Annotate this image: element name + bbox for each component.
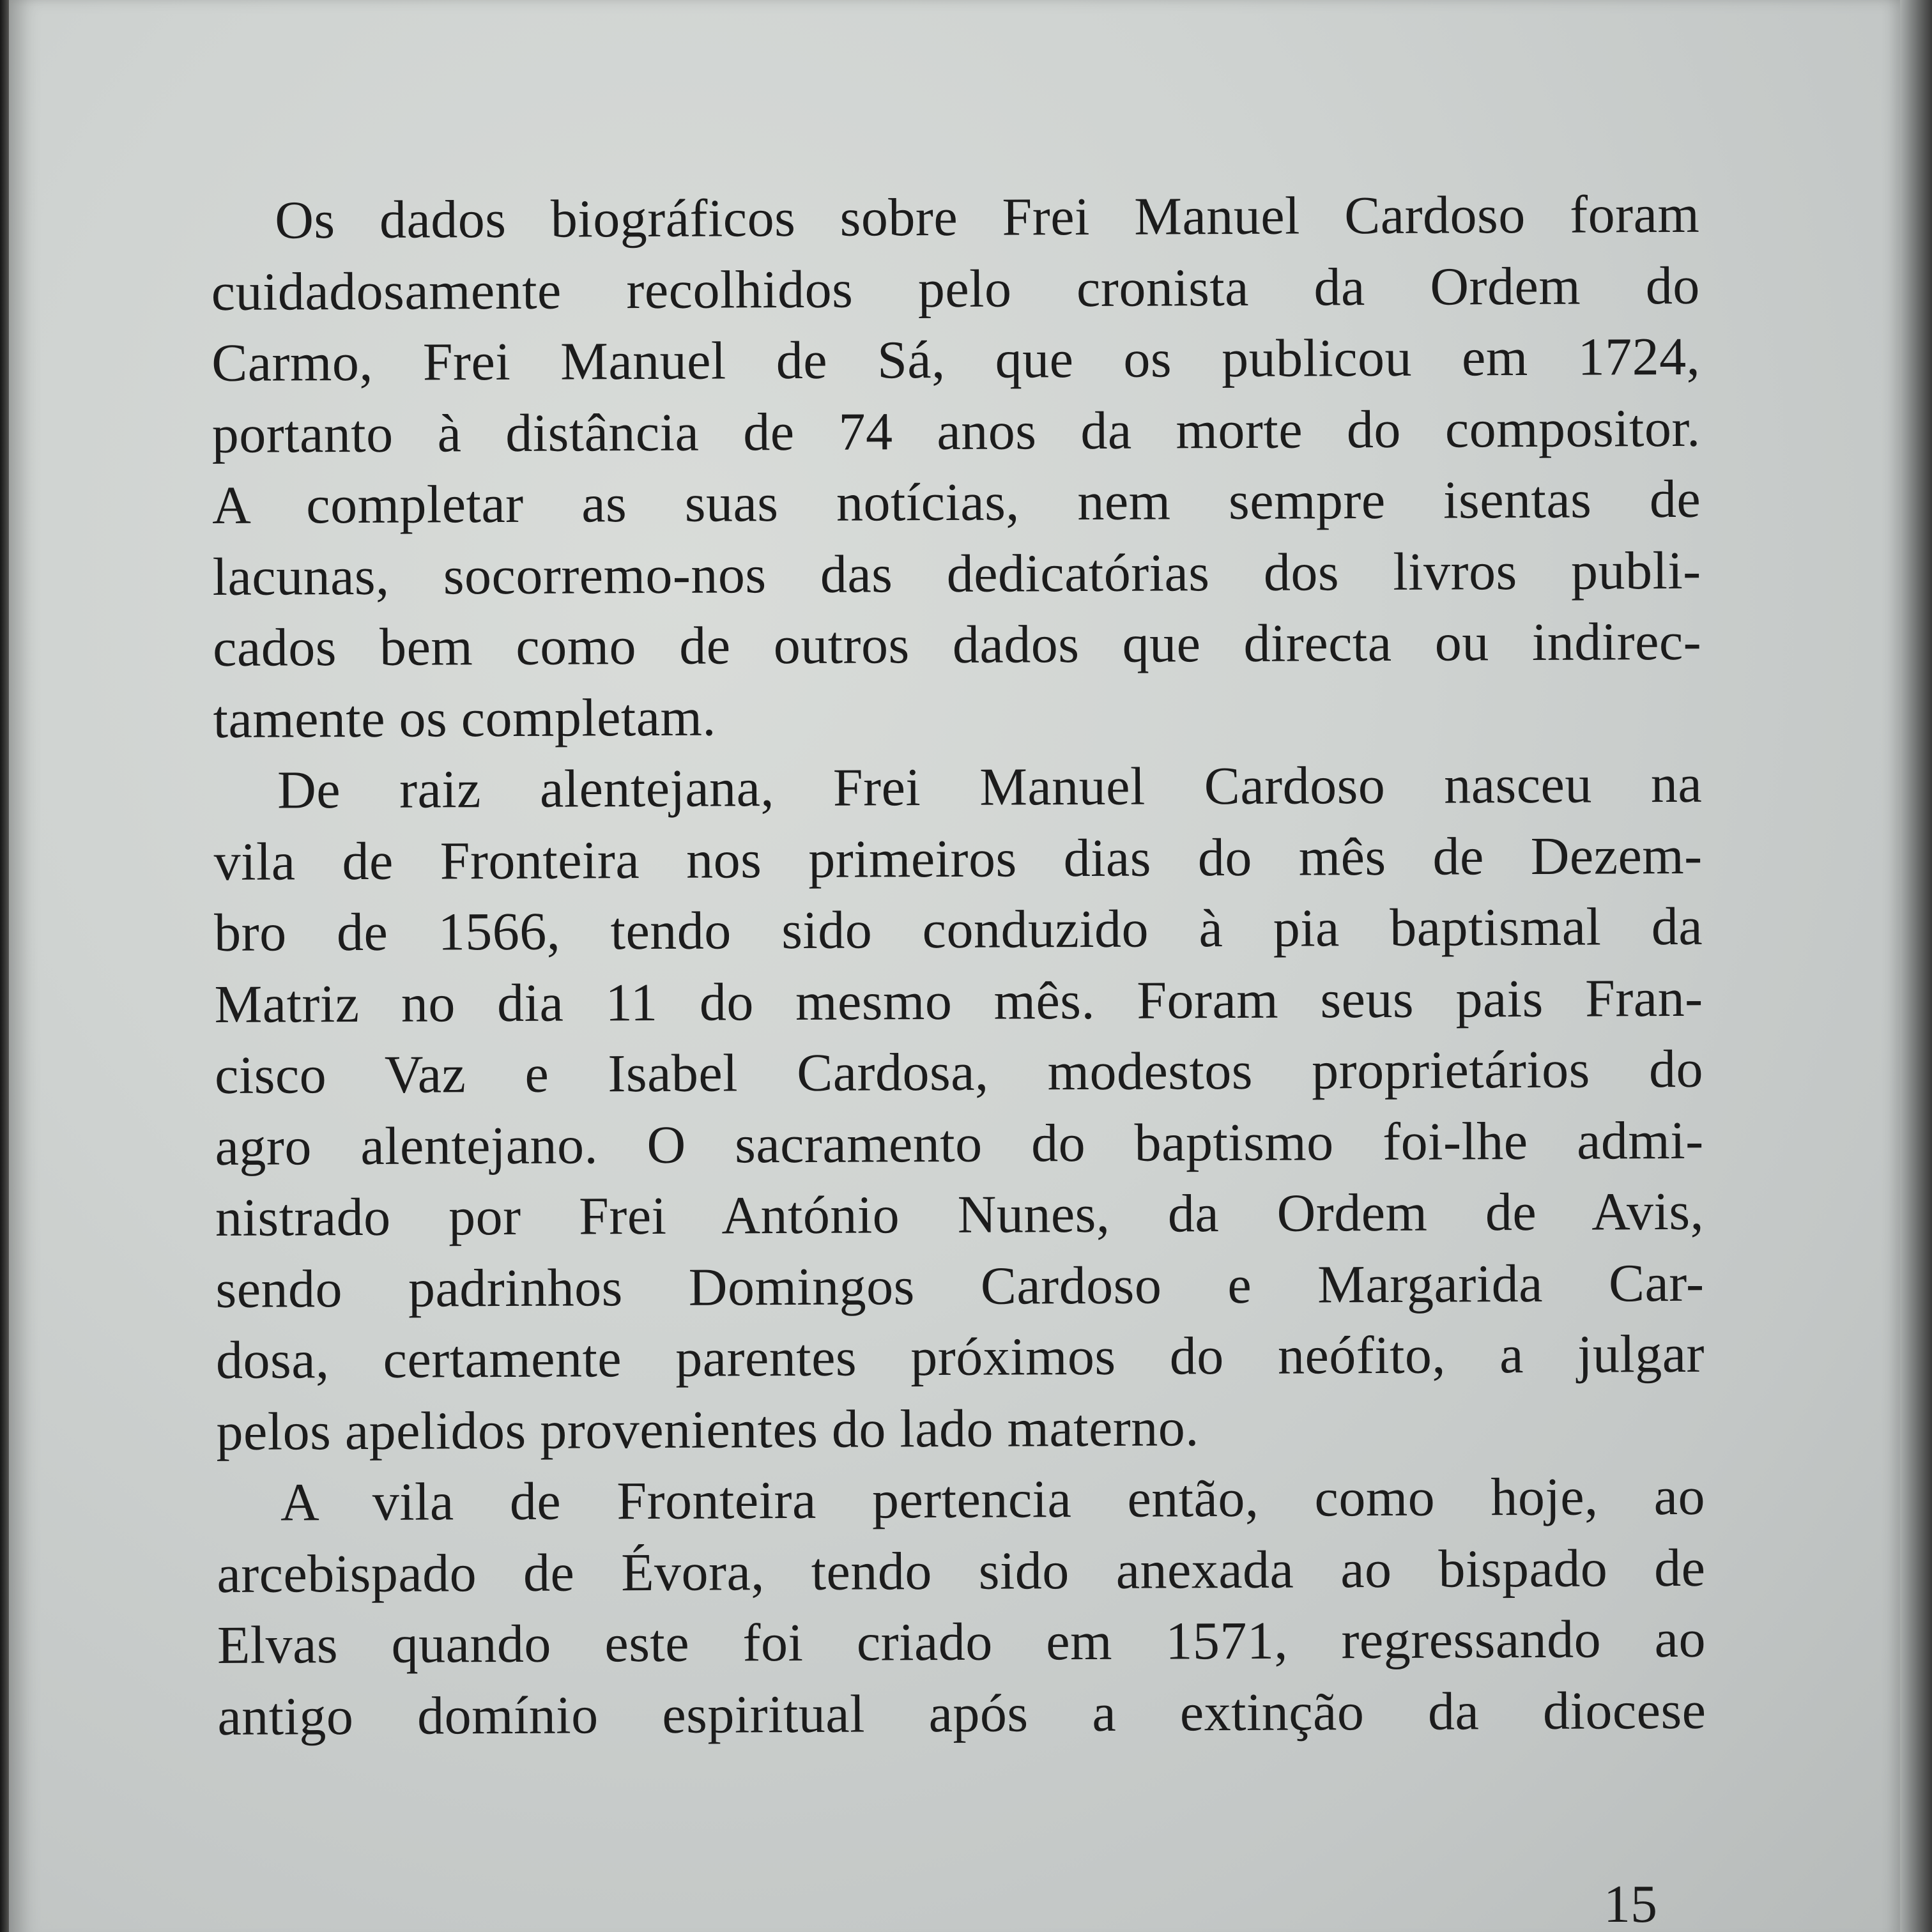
text-line: agro alentejano. O sacramento do baptismo foi-lhe admi- xyxy=(215,1110,1704,1177)
text-line: Os dados biográficos sobre Frei Manuel Cardoso foram xyxy=(275,184,1700,250)
text-line: Elvas quando este foi criado em 1571, regressando ao xyxy=(217,1609,1706,1675)
page-number: 15 xyxy=(1604,1874,1657,1932)
text-line: sendo padrinhos Domingos Cardoso e Margarida Car- xyxy=(215,1253,1705,1319)
text-line: cados bem como de outros dados que directa ou indirec- xyxy=(212,611,1702,678)
text-line: vila de Fronteira nos primeiros dias do mês de Dezem- xyxy=(213,825,1703,892)
body-text xyxy=(211,179,1706,1752)
text-line: Carmo, Frei Manuel de Sá, que os publicou em 1724, xyxy=(211,326,1701,393)
text-line: lacunas, socorremo-nos das dedicatórias dos livros publi- xyxy=(212,540,1701,607)
text-line: A completar as suas notícias, nem sempre isentas de xyxy=(211,469,1701,535)
paragraph-2 xyxy=(213,749,1705,1468)
text-line: tamente os completam. xyxy=(213,687,717,749)
text-line: cuidadosamente recolhidos pelo cronista da Ordem do xyxy=(211,256,1700,322)
text-line: dosa, certamente parentes próximos do neófito, a julgar xyxy=(215,1324,1705,1390)
text-line: antigo domínio espiritual após a extinção da diocese xyxy=(217,1680,1706,1747)
page-right-edge xyxy=(1900,0,1932,1932)
text-line: bro de 1566, tendo sido conduzido à pia baptismal da xyxy=(213,896,1703,963)
text-line: arcebispado de Évora, tendo sido anexada ao bispado de xyxy=(217,1538,1706,1604)
text-line: Matriz no dia 11 do mesmo mês. Foram seus pais Fran- xyxy=(214,968,1703,1034)
text-line: De raiz alentejana, Frei Manuel Cardoso nasceu na xyxy=(277,754,1703,820)
text-line: cisco Vaz e Isabel Cardosa, modestos proprietários do xyxy=(214,1039,1704,1105)
paragraph-3 xyxy=(217,1461,1706,1752)
text-line: portanto à distância de 74 anos da morte do compositor. xyxy=(211,398,1701,464)
text-line: A vila de Fronteira pertencia então, como hoje, ao xyxy=(280,1466,1706,1533)
text-line: pelos apelidos provenientes do lado materno. xyxy=(216,1397,1199,1462)
paragraph-1 xyxy=(211,179,1702,755)
text-line: nistrado por Frei António Nunes, da Ordem de Avis, xyxy=(215,1181,1705,1248)
